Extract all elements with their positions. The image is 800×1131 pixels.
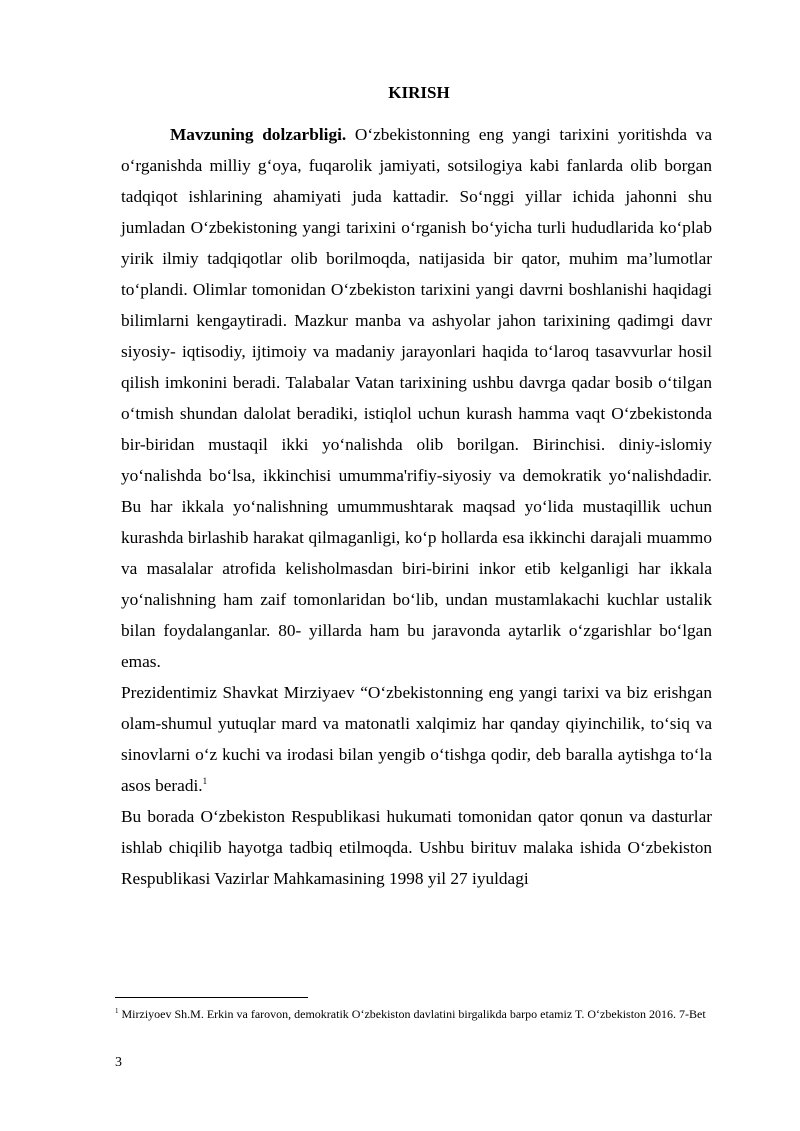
footnote-marker: 1 [115,1007,119,1015]
paragraph-president-quote [121,677,712,801]
paragraph-lead: Mavzuning dolzarbligi. [170,125,347,144]
footnote-reference[interactable]: 1 [202,776,208,787]
paragraph-government [121,801,712,894]
paragraph-text: O‘zbekistonning eng yangi tarixini yoritishda va o‘rganishda milliy g‘oya, fuqarolik jamiyati, sotsilogiya kabi fanlarda olib borgan tadqiqot ishlarining ahamiyati juda kattadir. So‘nggi yillar ichida jahonni shu jumladan O‘zbekistoning yangi tarixini o‘rganish bo‘yicha turli hududlarida ko‘plab yirik ilmiy tadqiqotlar olib borilmoqda, natijasida bir qator, muhim ma’lumotlar to‘plandi. Olimlar tomonidan O‘zbekiston tarixini yangi davrni boshlanishi haqidagi bilimlarni kengaytiradi. Mazkur manba va ashyolar jahon tarixining qadimgi davr siyosiy- iqtisodiy, ijtimoiy va madaniy jarayonlari haqida to‘laroq tasavvurlar hosil qilish imkonini beradi. Talabalar Vatan tarixining ushbu davrga qadar bosib o‘tilgan o‘tmish shundan dalolat beradiki, istiqlol uchun kurash hamma vaqt O‘zbekistonda bir-biridan mustaqil ikki yo‘nalishda olib borilgan. Birinchisi. diniy-islomiy yo‘nalishda bo‘lsa, ikkinchisi umumma'rifiy-siyosiy va demokratik yo‘nalishdadir. Bu har ikkala yo‘nalishning umummushtarak maqsad yo‘lida mustaqillik uchun kurashda birlashib harakat qilmaganligi, ko‘p hollarda esa ikkinchi darajali muammo va masalalar atrofida kelisholmasdan biri-birini inkor etib kelganligi har ikkala yo‘nalishning ham zaif tomonlaridan bo‘lib, undan mustamlakachi kuchlar ustalik bilan foydalanganlar. 80- yillarda ham bu jaravonda aytarlik o‘zgarishlar bo‘lgan emas. [121,125,712,671]
footnote-divider [115,997,308,998]
paragraph-relevance [121,119,712,677]
footnote-text: Mirziyoev Sh.M. Erkin va farovon, demokratik O‘zbekiston davlatini birgalikda barpo etamiz T. O‘zbekiston 2016. 7-Bet [118,1007,706,1021]
paragraph-text: Bu borada O‘zbekiston Respublikasi hukumati tomonidan qator qonun va dasturlar ishlab chiqilib hayotga tadbiq etilmoqda. Ushbu birituv malaka ishida O‘zbekiston Respublikasi Vazirlar Mahkamasining 1998 yil 27 iyuldagi [121,807,712,888]
page-heading: KIRISH [388,83,450,102]
footnote [115,1006,715,1023]
page-number: 3 [115,1055,122,1070]
paragraph-text: Prezidentimiz Shavkat Mirziyaev “O‘zbekistonning eng yangi tarixi va biz erishgan olam-shumul yutuqlar mard va matonatli xalqimiz har qanday qiyinchilik, to‘siq va sinovlarni o‘z kuchi va irodasi bilan yengib o‘tishga qodir, deb baralla aytishga to‘la asos beradi. [121,683,712,795]
body-text [121,119,712,894]
